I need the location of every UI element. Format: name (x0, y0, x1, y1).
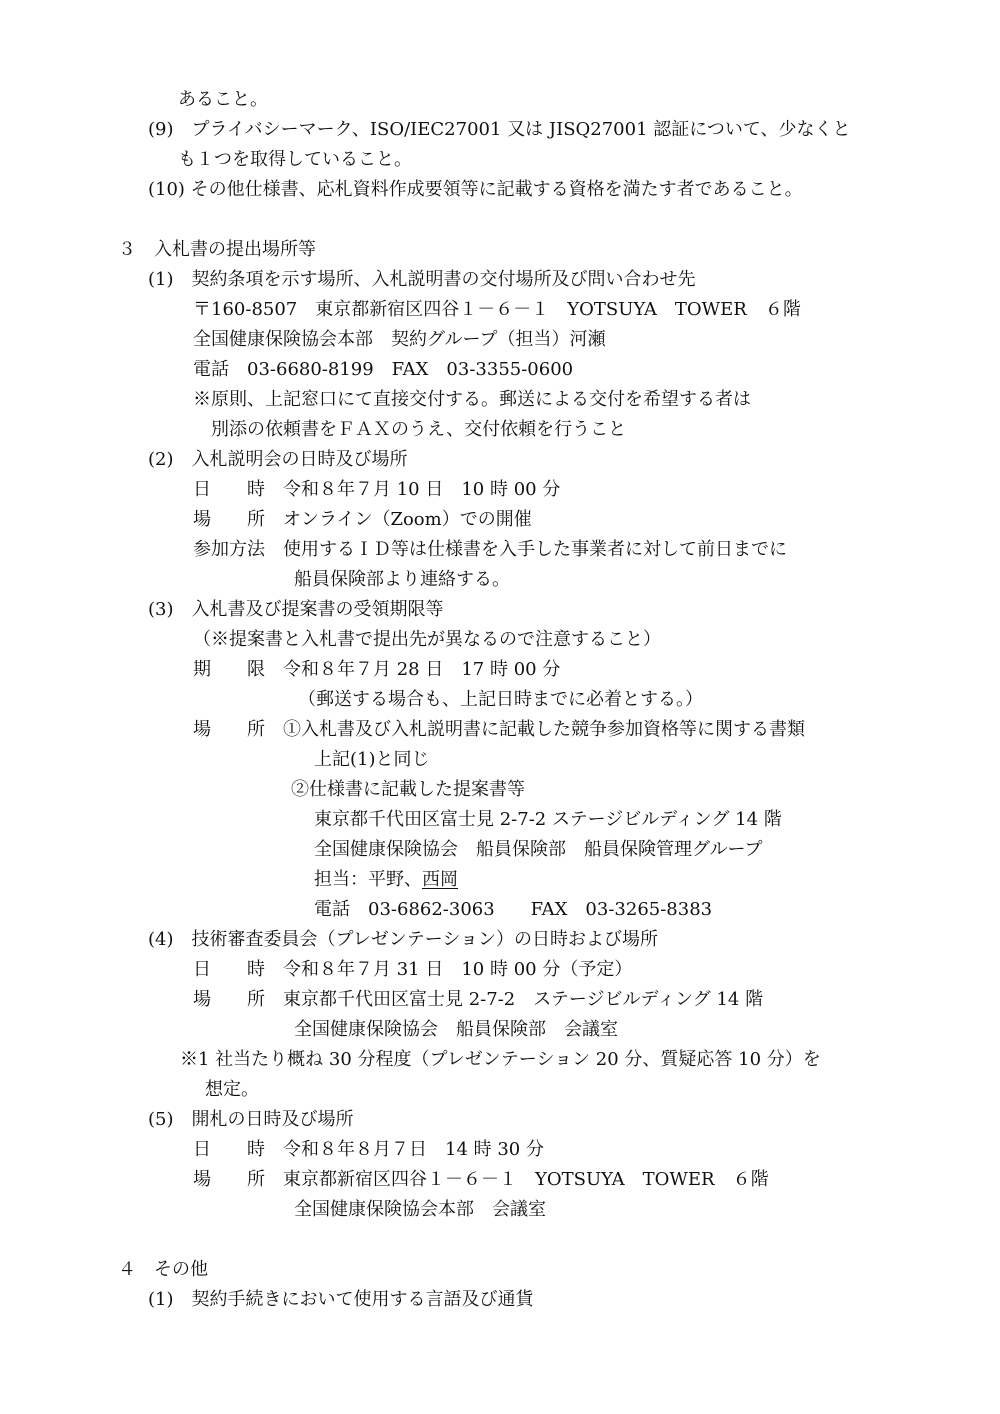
opening-datetime: 日 時 令和８年８月７日 14 時 30 分 (193, 1139, 544, 1160)
item-9-text: (9) プライバシーマーク、ISO/IEC27001 又は JISQ27001 認証について、少なくと (148, 119, 851, 140)
submission-place-1-detail: 上記(1)と同じ (314, 749, 430, 770)
review-note-continuation: 想定。 (205, 1079, 259, 1100)
section-4-1-heading: (1) 契約手続きにおいて使用する言語及び通貨 (148, 1289, 534, 1310)
contact-phone-fax: 電話 03-6680-8199 FAX 03-3355-0600 (193, 359, 574, 380)
briefing-datetime: 日 時 令和８年７月 10 日 10 時 00 分 (193, 479, 561, 500)
address-line: 〒160-8507 東京都新宿区四谷１－６－１ YOTSUYA TOWER ６階 (193, 299, 801, 320)
briefing-place: 場 所 オンライン（Zoom）での開催 (193, 509, 532, 530)
submission-caution: （※提案書と入札書で提出先が異なるので注意すること） (193, 629, 661, 650)
section-3-5-heading: (5) 開札の日時及び場所 (148, 1109, 354, 1130)
section-4-heading: ４ その他 (118, 1259, 208, 1280)
section-3-2-heading: (2) 入札説明会の日時及び場所 (148, 449, 408, 470)
contact-persons-label: 担当：平野、 (314, 869, 422, 890)
contact-department: 全国健康保険協会本部 契約グループ（担当）河瀬 (193, 329, 606, 350)
section-3-4-heading: (4) 技術審査委員会（プレゼンテーション）の日時および場所 (148, 929, 659, 950)
briefing-participation: 参加方法 使用するＩＤ等は仕様書を入手した事業者に対して前日までに (193, 539, 787, 560)
submission-place-2-phone-fax: 電話 03-6862-3063 FAX 03-3265-8383 (314, 899, 713, 920)
review-place-continuation: 全国健康保険協会 船員保険部 会議室 (294, 1019, 618, 1040)
item-9-continuation: も１つを取得していること。 (178, 149, 412, 170)
section-3-3-heading: (3) 入札書及び提案書の受領期限等 (148, 599, 444, 620)
review-note: ※1 社当たり概ね 30 分程度（プレゼンテーション 20 分、質疑応答 10 分）を (180, 1049, 821, 1070)
item-8-continuation: あること。 (178, 89, 268, 110)
submission-place-1: 場 所 ①入札書及び入札説明書に記載した競争参加資格等に関する書類 (193, 719, 805, 740)
delivery-note-continuation: 別添の依頼書をＦＡＸのうえ、交付依頼を行うこと (211, 419, 627, 440)
submission-place-2-address: 東京都千代田区富士見 2-7-2 ステージビルディング 14 階 (314, 809, 782, 830)
section-3-heading: ３ 入札書の提出場所等 (118, 239, 316, 260)
delivery-note: ※原則、上記窓口にて直接交付する。郵送による交付を希望する者は (193, 389, 751, 410)
submission-deadline: 期 限 令和８年７月 28 日 17 時 00 分 (193, 659, 561, 680)
opening-place: 場 所 東京都新宿区四谷１－６－１ YOTSUYA TOWER ６階 (193, 1169, 769, 1190)
review-datetime: 日 時 令和８年７月 31 日 10 時 00 分（予定） (193, 959, 633, 980)
submission-place-2-contact (314, 868, 458, 892)
submission-deadline-note: （郵送する場合も、上記日時までに必着とする。） (298, 689, 703, 710)
briefing-participation-continuation: 船員保険部より連絡する。 (294, 569, 510, 590)
review-place: 場 所 東京都千代田区富士見 2-7-2 ステージビルディング 14 階 (193, 989, 764, 1010)
section-3-1-heading: (1) 契約条項を示す場所、入札説明書の交付場所及び問い合わせ先 (148, 269, 696, 290)
submission-place-2-department: 全国健康保険協会 船員保険部 船員保険管理グループ (314, 839, 763, 860)
submission-place-2: ②仕様書に記載した提案書等 (291, 779, 525, 800)
opening-place-continuation: 全国健康保険協会本部 会議室 (294, 1199, 546, 1220)
item-10-text: (10) その他仕様書、応札資料作成要領等に記載する資格を満たす者であること。 (148, 179, 803, 200)
contact-person-underlined: 西岡 (422, 869, 458, 890)
